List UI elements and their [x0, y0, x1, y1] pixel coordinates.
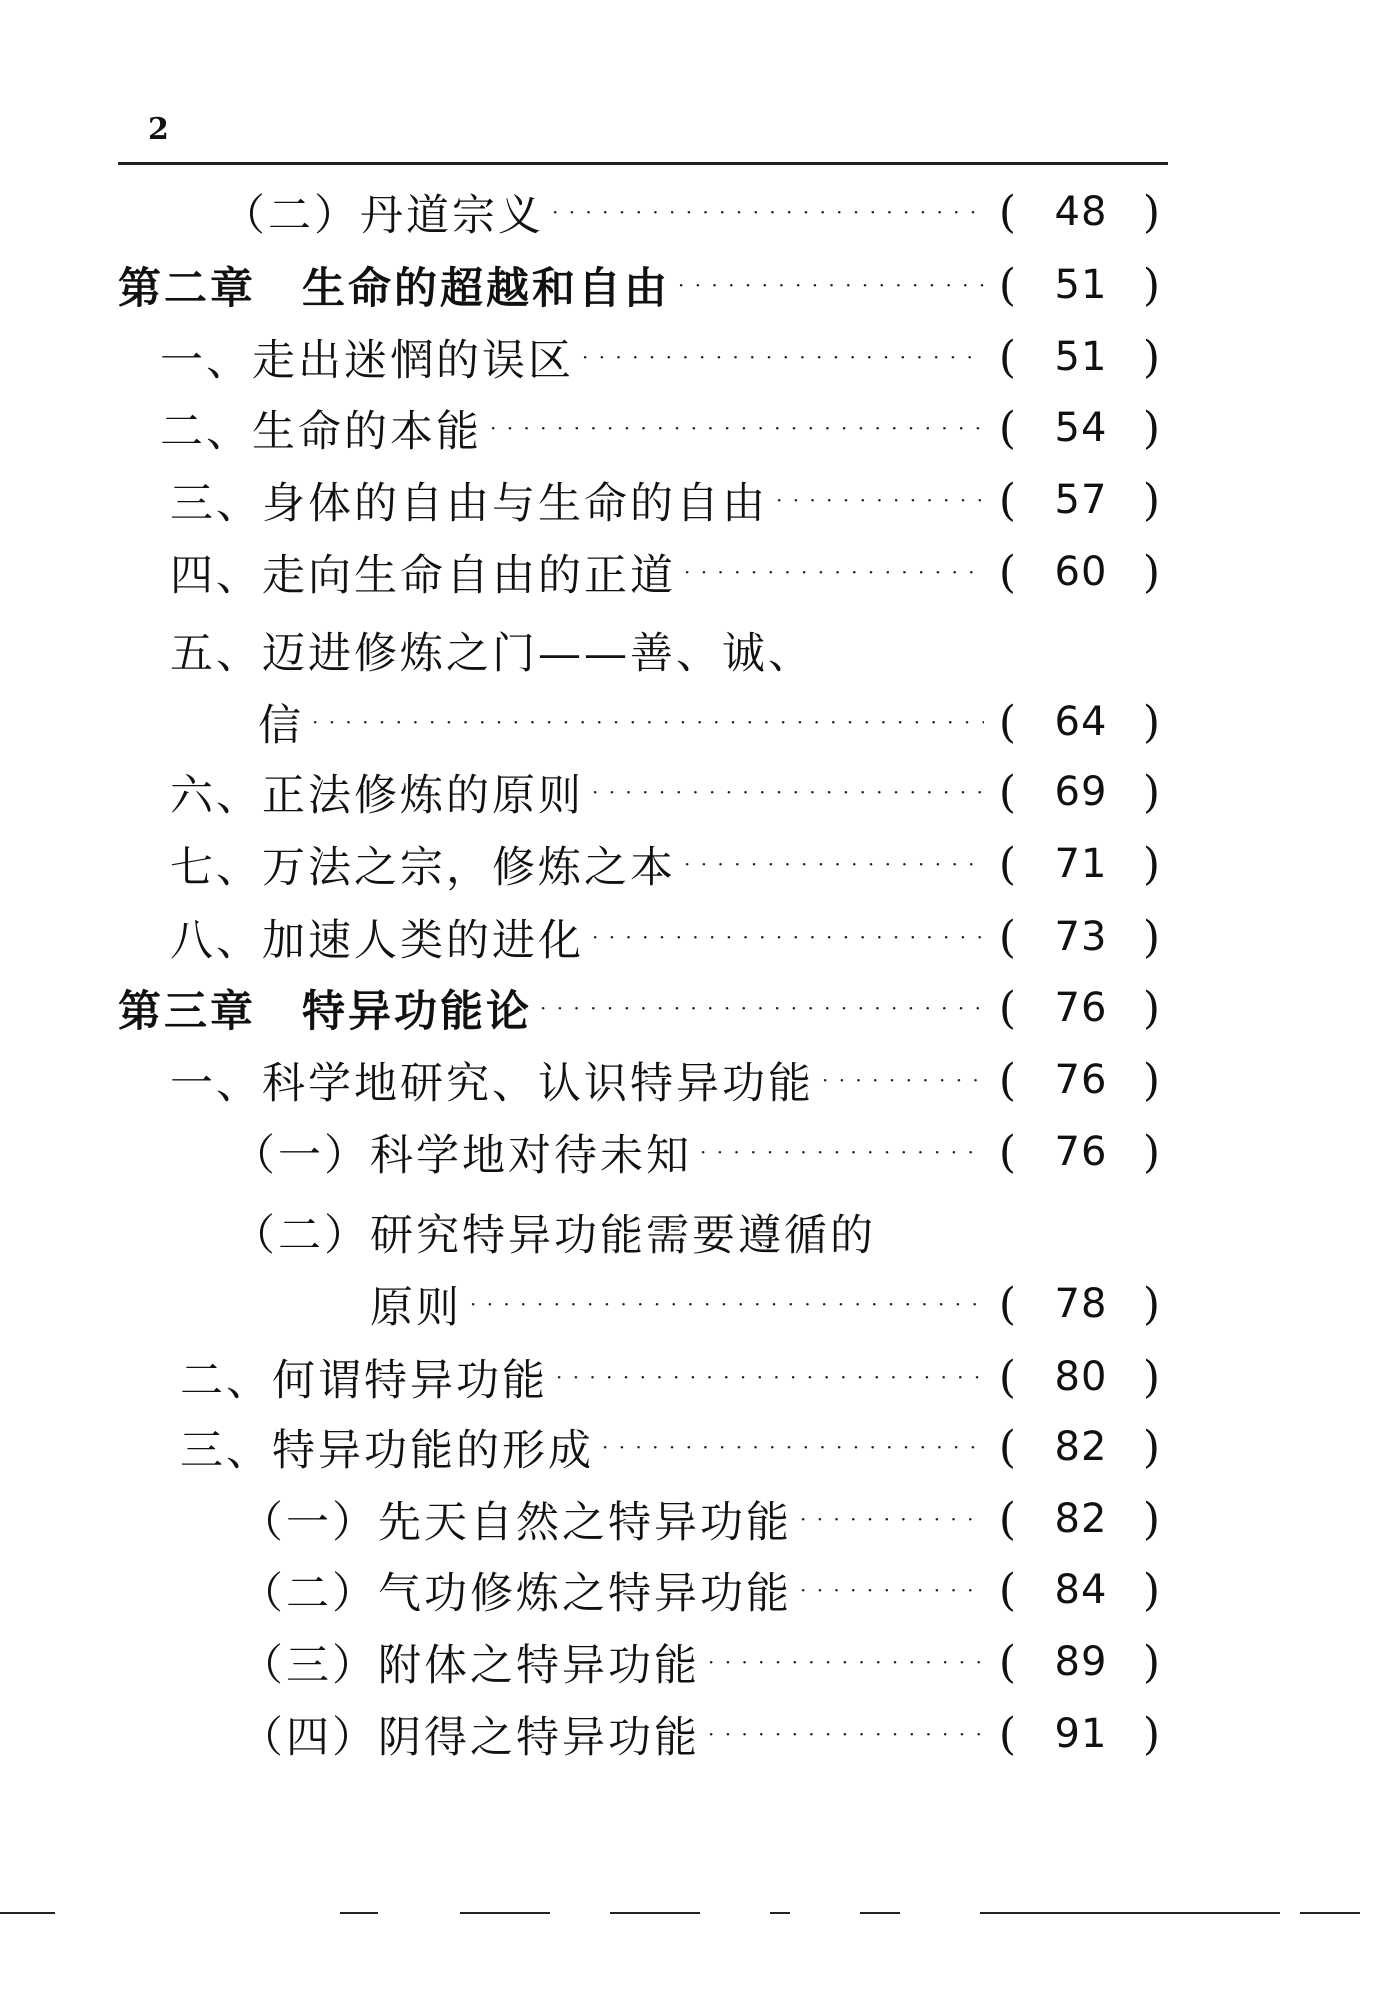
scan-artifact-line: [340, 1912, 378, 1914]
open-paren: (: [998, 331, 1020, 383]
toc-page-number: 69: [1054, 769, 1108, 815]
scan-artifact-line: [460, 1912, 550, 1914]
toc-entry: [170, 468, 1170, 532]
open-paren: (: [998, 1126, 1020, 1178]
open-paren: (: [998, 402, 1020, 454]
toc-entry: [240, 1558, 1170, 1622]
dot-leader: [776, 488, 984, 512]
close-paren: ): [1142, 1126, 1164, 1178]
toc-entry-title: 五、迈进修炼之门——善、诚、: [170, 628, 814, 679]
toc-entry: [370, 1272, 1170, 1336]
dot-leader: [470, 1292, 984, 1316]
open-paren: (: [998, 838, 1020, 890]
close-paren: ): [1142, 402, 1164, 454]
close-paren: ): [1142, 766, 1164, 818]
close-paren: ): [1142, 546, 1164, 598]
toc-page-number: 54: [1054, 405, 1108, 451]
toc-entry: [170, 905, 1170, 969]
scan-artifact-line: [770, 1912, 790, 1914]
dot-leader: [592, 925, 984, 949]
scan-artifact-line: [980, 1912, 1280, 1914]
toc-page-number: 78: [1054, 1281, 1108, 1327]
toc-entry-title: 三、特异功能的形成: [180, 1425, 594, 1476]
toc-entry-title: 一、科学地研究、认识特异功能: [170, 1058, 814, 1109]
close-paren: ): [1142, 1708, 1164, 1760]
toc-page-number: 82: [1054, 1496, 1108, 1542]
dot-leader: [708, 1650, 984, 1674]
toc-page-number: 64: [1054, 699, 1108, 745]
open-paren: (: [998, 1708, 1020, 1760]
toc-entry-title: 二、何谓特异功能: [180, 1355, 548, 1406]
toc-entry: [170, 760, 1170, 824]
toc-entry-title: 四、走向生命自由的正道: [170, 550, 676, 601]
toc-entry: [232, 1200, 1132, 1264]
toc-page-number: 84: [1054, 1567, 1108, 1613]
close-paren: ): [1142, 982, 1164, 1034]
dot-leader: [592, 780, 984, 804]
close-paren: ): [1142, 1278, 1164, 1330]
toc-page-number: 91: [1054, 1711, 1108, 1757]
toc-page-number: 89: [1054, 1639, 1108, 1685]
dot-leader: [602, 1435, 984, 1459]
toc-entry-title: 六、正法修炼的原则: [170, 770, 584, 821]
open-paren: (: [998, 546, 1020, 598]
dot-leader: [684, 852, 984, 876]
toc-chapter-entry: [118, 976, 1170, 1040]
toc-page-number: 71: [1054, 841, 1108, 887]
toc-entry: [258, 690, 1170, 754]
open-paren: (: [998, 1564, 1020, 1616]
open-paren: (: [998, 911, 1020, 963]
close-paren: ): [1142, 331, 1164, 383]
toc-page-number: 80: [1054, 1354, 1108, 1400]
header-rule: [118, 162, 1168, 165]
close-paren: ): [1142, 1493, 1164, 1545]
toc-entry: [240, 1702, 1170, 1766]
toc-entry-title: 第三章 特异功能论: [118, 986, 532, 1037]
toc-entry-title: （二）研究特异功能需要遵循的: [232, 1210, 876, 1261]
dot-leader: [678, 273, 984, 297]
dot-leader: [540, 996, 984, 1020]
toc-entry: [232, 1120, 1170, 1184]
toc-entry-title: 二、生命的本能: [160, 406, 482, 457]
dot-leader: [684, 560, 984, 584]
toc-page-number: 57: [1054, 477, 1108, 523]
toc-page-number: 60: [1054, 549, 1108, 595]
toc-page-number: 51: [1054, 262, 1108, 308]
open-paren: (: [998, 1493, 1020, 1545]
scan-artifact-line: [610, 1912, 700, 1914]
toc-page-number: 48: [1054, 189, 1108, 235]
open-paren: (: [998, 982, 1020, 1034]
toc-entry: [222, 180, 1170, 244]
page-number: 2: [148, 112, 169, 147]
toc-page-number: 82: [1054, 1424, 1108, 1470]
toc-entry-title: 原则: [370, 1282, 462, 1333]
toc-entry: [240, 1487, 1170, 1551]
open-paren: (: [998, 1278, 1020, 1330]
toc-entry-title: 一、走出迷惘的误区: [160, 335, 574, 386]
toc-page-number: 76: [1054, 1129, 1108, 1175]
close-paren: ): [1142, 1351, 1164, 1403]
dot-leader: [490, 416, 984, 440]
toc-chapter-entry: [118, 253, 1170, 317]
toc-entry-title: （四）阴得之特异功能: [240, 1712, 700, 1763]
toc-entry-title: （二）丹道宗义: [222, 190, 544, 241]
toc-entry-title: 三、身体的自由与生命的自由: [170, 478, 768, 529]
close-paren: ): [1142, 259, 1164, 311]
open-paren: (: [998, 696, 1020, 748]
toc-entry: [240, 1630, 1170, 1694]
toc-entry: [170, 618, 1070, 682]
toc-entry-title: 第二章 生命的超越和自由: [118, 263, 670, 314]
toc-entry-title: （一）科学地对待未知: [232, 1130, 692, 1181]
close-paren: ): [1142, 474, 1164, 526]
toc-entry: [180, 1415, 1170, 1479]
open-paren: (: [998, 1636, 1020, 1688]
dot-leader: [582, 345, 984, 369]
toc-entry: [170, 540, 1170, 604]
close-paren: ): [1142, 911, 1164, 963]
open-paren: (: [998, 186, 1020, 238]
toc-page-number: 76: [1054, 985, 1108, 1031]
toc-entry-title: 七、万法之宗，修炼之本: [170, 842, 676, 893]
toc-entry: [180, 1345, 1170, 1409]
dot-leader: [708, 1722, 984, 1746]
toc-entry-title: （三）附体之特异功能: [240, 1640, 700, 1691]
toc-page-number: 51: [1054, 334, 1108, 380]
dot-leader: [556, 1365, 984, 1389]
dot-leader: [700, 1140, 984, 1164]
dot-leader: [800, 1578, 984, 1602]
toc-entry: [160, 325, 1170, 389]
toc-entry: [170, 832, 1170, 896]
scan-artifact-line: [0, 1912, 55, 1914]
open-paren: (: [998, 259, 1020, 311]
scan-artifact-line: [860, 1912, 900, 1914]
toc-entry-title: 信: [258, 700, 304, 751]
open-paren: (: [998, 1054, 1020, 1106]
dot-leader: [552, 200, 984, 224]
close-paren: ): [1142, 186, 1164, 238]
toc-page-number: 76: [1054, 1057, 1108, 1103]
open-paren: (: [998, 1421, 1020, 1473]
open-paren: (: [998, 1351, 1020, 1403]
close-paren: ): [1142, 1636, 1164, 1688]
close-paren: ): [1142, 1421, 1164, 1473]
open-paren: (: [998, 766, 1020, 818]
toc-entry-title: 八、加速人类的进化: [170, 915, 584, 966]
toc-entry-title: （一）先天自然之特异功能: [240, 1497, 792, 1548]
dot-leader: [312, 710, 984, 734]
scan-artifact-line: [1300, 1912, 1360, 1914]
open-paren: (: [998, 474, 1020, 526]
close-paren: ): [1142, 696, 1164, 748]
close-paren: ): [1142, 1054, 1164, 1106]
close-paren: ): [1142, 838, 1164, 890]
toc-entry-title: （二）气功修炼之特异功能: [240, 1568, 792, 1619]
close-paren: ): [1142, 1564, 1164, 1616]
toc-entry: [160, 396, 1170, 460]
dot-leader: [822, 1068, 984, 1092]
toc-entry: [170, 1048, 1170, 1112]
toc-page-number: 73: [1054, 914, 1108, 960]
dot-leader: [800, 1507, 984, 1531]
